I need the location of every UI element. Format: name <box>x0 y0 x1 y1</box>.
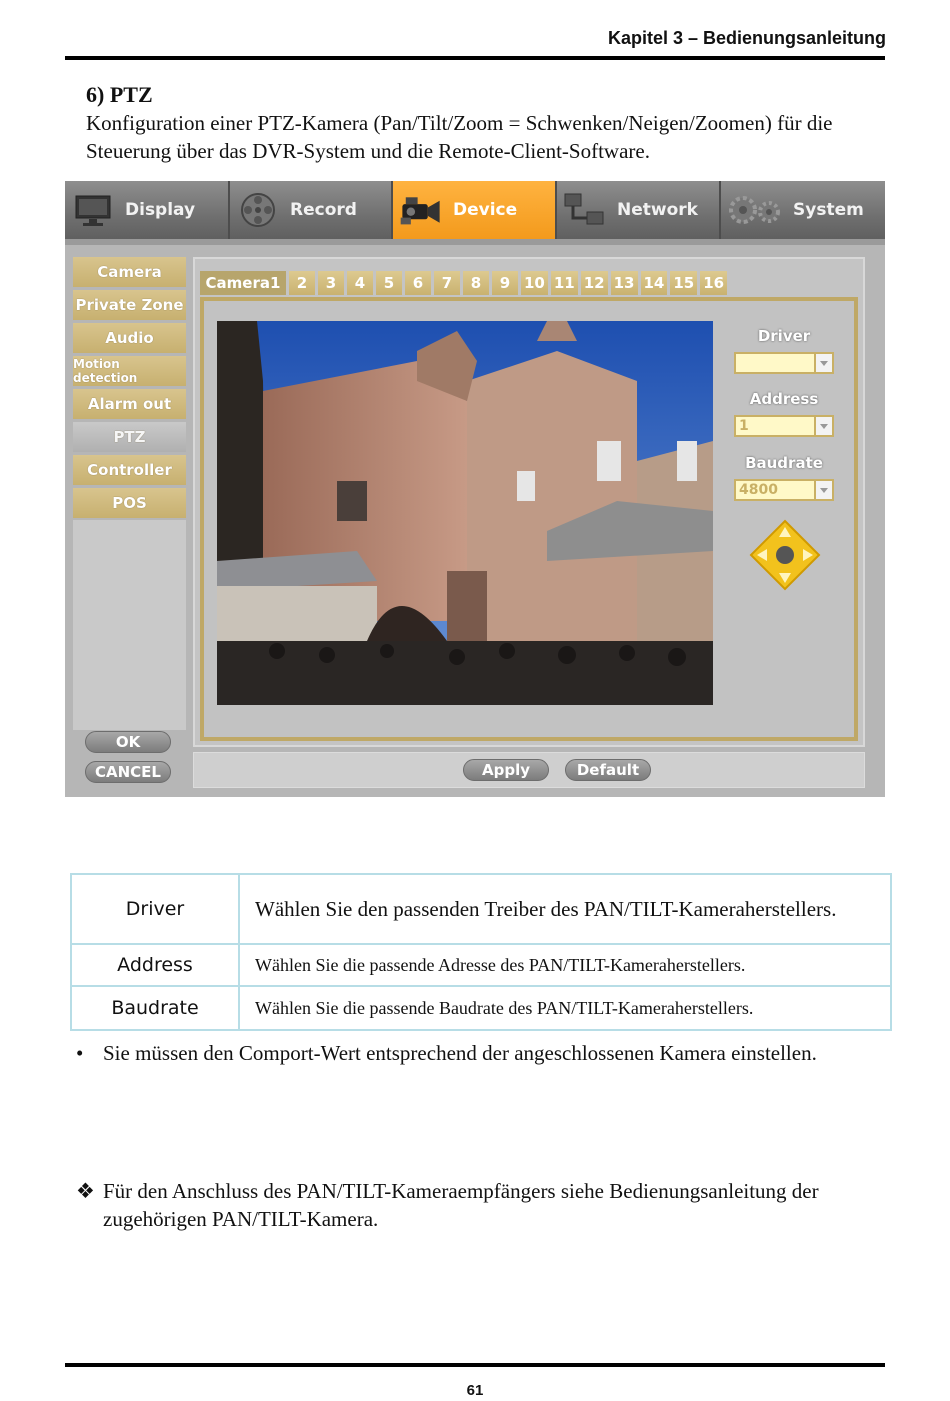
default-button[interactable]: Default <box>565 759 651 781</box>
gear-icon <box>727 190 783 230</box>
top-menu-display[interactable] <box>65 181 230 239</box>
tab-camera-4[interactable]: 4 <box>347 271 373 295</box>
tab-camera-5[interactable]: 5 <box>376 271 402 295</box>
table-value: Wählen Sie den passenden Treiber des PAN/TILT-Kameraherstellers. <box>239 874 891 944</box>
ok-button[interactable]: OK <box>85 731 171 753</box>
top-menu-bar <box>65 181 885 243</box>
tab-camera-8[interactable]: 8 <box>463 271 489 295</box>
diamond-bullet-icon: ❖ <box>76 1179 95 1203</box>
chapter-header: Kapitel 3 – Bedienungsanleitung <box>607 28 886 48</box>
top-menu-network[interactable] <box>557 181 721 239</box>
camera-tabs <box>200 271 730 296</box>
table-key: Baudrate <box>71 986 239 1030</box>
header-rule <box>65 56 885 60</box>
driver-select[interactable] <box>734 352 834 374</box>
page-number: 61 <box>466 1382 484 1399</box>
left-menu-audio[interactable]: Audio <box>73 323 186 353</box>
chevron-down-icon[interactable] <box>814 417 832 435</box>
cancel-button[interactable]: CANCEL <box>85 761 171 783</box>
baudrate-select[interactable] <box>734 479 834 501</box>
top-menu-record[interactable] <box>230 181 393 239</box>
ptz-direction-pad-icon[interactable] <box>749 519 821 596</box>
table-value: Wählen Sie die passende Baudrate des PAN/TILT-Kameraherstellers. <box>239 986 891 1030</box>
top-menu-system[interactable] <box>721 181 885 239</box>
left-menu <box>73 257 186 521</box>
tab-camera-16[interactable]: 16 <box>700 271 727 295</box>
note-text: Für den Anschluss des PAN/TILT-Kameraempfängers siehe Bedienungsanleitung der zugehörigen PAN/TILT-Kamera. <box>103 1179 819 1231</box>
network-icon <box>563 190 607 230</box>
tab-camera-11[interactable]: 11 <box>551 271 578 295</box>
left-menu-ptz[interactable]: PTZ <box>73 422 186 452</box>
footer-rule <box>65 1363 885 1367</box>
tab-camera-15[interactable]: 15 <box>670 271 697 295</box>
top-menu-device[interactable] <box>393 181 557 239</box>
dvr-screenshot <box>65 181 885 797</box>
section-intro: Konfiguration einer PTZ-Kamera (Pan/Tilt/Zoom = Schwenken/Neigen/Zoomen) für die Steuerung über das DVR-System und die Remote-Client-Software. <box>86 111 833 163</box>
left-menu-controller[interactable]: Controller <box>73 455 186 485</box>
top-menu-label: Display <box>125 200 196 220</box>
tab-camera-13[interactable]: 13 <box>611 271 638 295</box>
bullet-marker: • <box>76 1041 84 1065</box>
monitor-icon <box>71 190 115 230</box>
tab-camera-6[interactable]: 6 <box>405 271 431 295</box>
tab-camera-7[interactable]: 7 <box>434 271 460 295</box>
settings-description-table <box>70 873 892 1031</box>
chevron-down-icon[interactable] <box>814 481 832 499</box>
top-menu-strip <box>65 239 885 245</box>
top-menu-label: Record <box>290 200 357 220</box>
baudrate-value: 4800 <box>739 482 778 498</box>
tab-camera-2[interactable]: 2 <box>289 271 315 295</box>
address-select[interactable] <box>734 415 834 437</box>
chevron-down-icon[interactable] <box>814 354 832 372</box>
film-reel-icon <box>236 190 280 230</box>
table-key: Address <box>71 944 239 986</box>
table-key: Driver <box>71 874 239 944</box>
address-label: Address <box>749 390 819 408</box>
baudrate-label: Baudrate <box>745 454 823 472</box>
left-menu-pos[interactable]: POS <box>73 488 186 518</box>
table-value: Wählen Sie die passende Adresse des PAN/TILT-Kameraherstellers. <box>239 944 891 986</box>
table-row <box>71 874 891 944</box>
tab-camera-12[interactable]: 12 <box>581 271 608 295</box>
table-row <box>71 944 891 986</box>
camcorder-icon <box>399 190 443 230</box>
top-menu-label: Device <box>453 200 518 220</box>
bullet-item <box>76 1039 856 1067</box>
left-menu-private-zone[interactable]: Private Zone <box>73 290 186 320</box>
left-menu-camera[interactable]: Camera <box>73 257 186 287</box>
driver-label: Driver <box>757 327 811 345</box>
tab-camera-3[interactable]: 3 <box>318 271 344 295</box>
table-row <box>71 986 891 1030</box>
address-value: 1 <box>739 418 749 434</box>
left-menu-background <box>73 520 186 730</box>
top-menu-label: System <box>793 200 864 220</box>
note-item <box>76 1177 876 1233</box>
tab-camera-14[interactable]: 14 <box>641 271 668 295</box>
tab-camera-10[interactable]: 10 <box>521 271 548 295</box>
section-title: 6) PTZ <box>86 82 153 107</box>
tab-camera1[interactable]: Camera1 <box>200 271 286 295</box>
left-menu-alarm-out[interactable]: Alarm out <box>73 389 186 419</box>
left-menu-motion-detection[interactable]: Motion detection <box>73 356 186 386</box>
camera-preview-image <box>217 321 713 705</box>
apply-button[interactable]: Apply <box>463 759 549 781</box>
tab-camera-9[interactable]: 9 <box>492 271 518 295</box>
top-menu-label: Network <box>617 200 698 220</box>
bullet-text: Sie müssen den Comport-Wert entsprechend der angeschlossenen Kamera einstellen. <box>103 1041 817 1065</box>
